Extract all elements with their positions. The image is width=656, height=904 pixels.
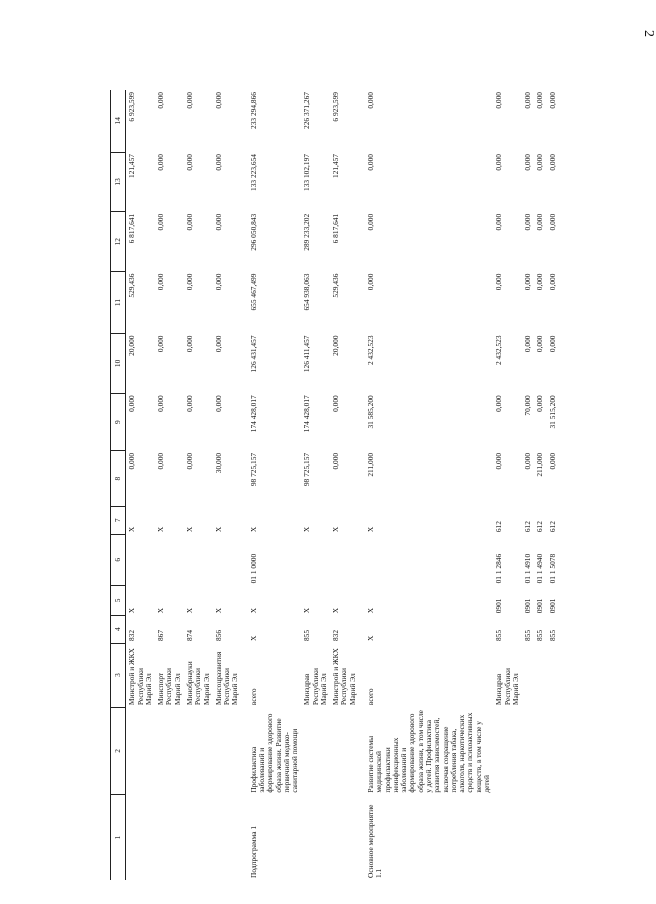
cell-col-1 bbox=[184, 795, 213, 880]
cell-col-6 bbox=[155, 534, 184, 585]
table-row bbox=[301, 90, 330, 880]
cell-col-11: 0,000 bbox=[523, 273, 533, 291]
cell-col-7: Х bbox=[184, 526, 194, 533]
cell-col-6 bbox=[126, 534, 155, 585]
cell-col-13: 0,000 bbox=[494, 154, 504, 171]
cell-col-8: 0,000 bbox=[494, 452, 504, 470]
table-row bbox=[213, 90, 242, 880]
cell-col-8: 98 725,157 bbox=[248, 452, 258, 487]
cell-col-11: 529,436 bbox=[331, 273, 341, 298]
cell-col-11: 0,000 bbox=[535, 273, 545, 291]
cell-col-7: Х bbox=[331, 526, 341, 533]
cell-col-1 bbox=[155, 795, 184, 880]
table-row bbox=[155, 90, 184, 880]
cell-col-5: Х bbox=[248, 607, 258, 614]
cell-col-12: 0,000 bbox=[523, 213, 533, 231]
cell-col-4: 855 bbox=[302, 629, 312, 642]
cell-col-9: 174 428,017 bbox=[248, 395, 258, 433]
budget-table bbox=[110, 90, 559, 880]
cell-col-6 bbox=[213, 534, 242, 585]
cell-col-12: 0,000 bbox=[366, 213, 376, 231]
header-cell: 6 bbox=[111, 534, 126, 585]
cell-col-4: 874 bbox=[184, 629, 194, 642]
cell-col-1 bbox=[330, 795, 359, 880]
cell-col-10: 2 432,523 bbox=[494, 335, 504, 366]
cell-col-7: 612 bbox=[547, 521, 557, 533]
cell-col-10: 20,000 bbox=[331, 335, 341, 356]
cell-col-2 bbox=[184, 707, 213, 795]
cell-col-8: 0,000 bbox=[156, 452, 166, 470]
cell-col-3: Минсоцразвития Республики Марий Эл bbox=[213, 651, 240, 706]
cell-col-9: 31 515,200 bbox=[547, 395, 557, 429]
header-cell: 3 bbox=[111, 643, 126, 707]
header-cell: 8 bbox=[111, 451, 126, 507]
cell-col-14: 233 294,866 bbox=[248, 92, 258, 129]
cell-col-6: 01 1 4940 bbox=[535, 553, 545, 584]
cell-col-14: 226 371,267 bbox=[302, 92, 312, 129]
header-cell: 13 bbox=[111, 152, 126, 212]
cell-col-4: Х bbox=[248, 635, 258, 642]
cell-col-14: 0,000 bbox=[494, 92, 504, 109]
cell-col-1 bbox=[534, 795, 546, 880]
cell-col-12: 0,000 bbox=[535, 213, 545, 231]
cell-col-7: Х bbox=[248, 526, 258, 533]
cell-col-5: 0901 bbox=[547, 598, 557, 614]
cell-col-13: 0,000 bbox=[366, 154, 376, 171]
rotated-table-container bbox=[110, 90, 650, 880]
cell-col-10: 0,000 bbox=[184, 335, 194, 353]
header-cell: 5 bbox=[111, 585, 126, 615]
cell-col-12: 289 233,202 bbox=[302, 213, 312, 251]
cell-col-1 bbox=[301, 795, 330, 880]
table-row bbox=[184, 90, 213, 880]
cell-col-5: 0901 bbox=[523, 598, 533, 614]
cell-col-9: 0,000 bbox=[127, 395, 137, 412]
cell-col-11: 655 467,499 bbox=[248, 273, 258, 311]
cell-col-3: Минздрав Республики Марий Эл bbox=[494, 668, 520, 706]
header-cell: 9 bbox=[111, 393, 126, 451]
cell-col-6: 01 1 4910 bbox=[523, 553, 533, 584]
cell-col-10: 0,000 bbox=[523, 335, 533, 353]
table-row bbox=[126, 90, 155, 880]
cell-col-14: 0,000 bbox=[184, 92, 194, 109]
cell-col-5: Х bbox=[366, 607, 376, 614]
cell-col-7: Х bbox=[366, 526, 376, 533]
cell-col-3 bbox=[534, 643, 546, 707]
cell-col-12: 0,000 bbox=[547, 213, 557, 231]
cell-col-2 bbox=[155, 707, 184, 795]
cell-col-13: 0,000 bbox=[184, 154, 194, 171]
cell-col-3: Минстрой и ЖКХ Республики Марий Эл bbox=[127, 648, 153, 706]
table-row bbox=[330, 90, 359, 880]
cell-col-13: 133 102,197 bbox=[302, 154, 312, 191]
header-cell: 7 bbox=[111, 506, 126, 534]
header-cell: 14 bbox=[111, 90, 126, 152]
cell-col-12: 0,000 bbox=[494, 213, 504, 231]
cell-col-1 bbox=[547, 795, 559, 880]
cell-col-13: 0,000 bbox=[523, 154, 533, 171]
cell-col-7: 612 bbox=[523, 521, 533, 533]
cell-col-6: 01 1 5078 bbox=[547, 553, 557, 584]
cell-col-14: 0,000 bbox=[535, 92, 545, 109]
cell-col-14: 0,000 bbox=[213, 92, 223, 109]
cell-col-12: 6 817,641 bbox=[127, 213, 137, 244]
cell-col-3: всего bbox=[248, 688, 258, 706]
cell-col-5: Х bbox=[184, 607, 194, 614]
cell-col-10: 20,000 bbox=[127, 335, 137, 356]
cell-col-14: 0,000 bbox=[547, 92, 557, 109]
cell-col-6 bbox=[301, 534, 330, 585]
cell-col-3: Минспорт Республики Марий Эл bbox=[156, 668, 182, 706]
cell-col-3 bbox=[522, 643, 534, 707]
cell-col-2: Развитие системы медицинской профилактики неинфекционных заболеваний и формирование здорового образа жизни, в том числе у детей. Профилактика развития зависимостей, включая сокращение потребления табака, алкоголя, наркотических средств и психоактивных веществ, в том числе у детей bbox=[366, 710, 491, 793]
cell-col-9: 0,000 bbox=[184, 395, 194, 412]
cell-col-8: 30,000 bbox=[213, 452, 223, 474]
header-cell: 11 bbox=[111, 272, 126, 334]
cell-col-5: Х bbox=[331, 607, 341, 614]
table-row bbox=[522, 90, 534, 880]
cell-col-13: 121,457 bbox=[331, 154, 341, 179]
cell-col-1 bbox=[493, 795, 522, 880]
cell-col-9: 0,000 bbox=[535, 395, 545, 412]
cell-col-14: 6 923,599 bbox=[127, 92, 137, 122]
cell-col-1 bbox=[213, 795, 242, 880]
cell-col-4: 855 bbox=[547, 629, 557, 642]
cell-col-9: 0,000 bbox=[156, 395, 166, 412]
cell-col-12: 296 050,843 bbox=[248, 213, 258, 251]
cell-col-11: 0,000 bbox=[156, 273, 166, 291]
header-cell: 10 bbox=[111, 333, 126, 393]
cell-col-3 bbox=[547, 643, 559, 707]
cell-col-8: 0,000 bbox=[523, 452, 533, 470]
cell-col-8: 0,000 bbox=[184, 452, 194, 470]
cell-col-9: 174 428,017 bbox=[302, 395, 312, 433]
cell-col-7: 612 bbox=[494, 521, 504, 533]
table-body bbox=[126, 90, 559, 880]
cell-col-6: 01 1 2846 bbox=[494, 553, 504, 584]
cell-col-13: 0,000 bbox=[547, 154, 557, 171]
cell-col-8: 0,000 bbox=[547, 452, 557, 470]
table-row bbox=[534, 90, 546, 880]
header-row bbox=[111, 90, 126, 880]
cell-col-8: 211,000 bbox=[535, 452, 545, 477]
cell-col-1 bbox=[522, 795, 534, 880]
cell-col-14: 0,000 bbox=[366, 92, 376, 109]
cell-col-7: Х bbox=[302, 526, 312, 533]
cell-col-4: 856 bbox=[213, 629, 223, 642]
cell-col-12: 6 817,641 bbox=[331, 213, 341, 244]
cell-col-10: 0,000 bbox=[213, 335, 223, 353]
cell-col-3: Минстрой и ЖКХ Республики Марий Эл bbox=[331, 648, 357, 706]
header-cell: 2 bbox=[111, 707, 126, 795]
cell-col-11: 654 938,063 bbox=[302, 273, 312, 311]
cell-col-9: 0,000 bbox=[494, 395, 504, 412]
cell-col-13: 133 223,654 bbox=[248, 154, 258, 191]
cell-col-5: Х bbox=[302, 607, 312, 614]
header-cell: 1 bbox=[111, 795, 126, 880]
cell-col-2 bbox=[126, 707, 155, 795]
table-row bbox=[242, 90, 302, 880]
cell-col-8: 211,000 bbox=[366, 452, 376, 477]
cell-col-12: 0,000 bbox=[156, 213, 166, 231]
cell-col-13: 0,000 bbox=[156, 154, 166, 171]
cell-col-3: всего bbox=[366, 688, 376, 706]
cell-col-11: 0,000 bbox=[213, 273, 223, 291]
cell-col-10: 2 432,523 bbox=[366, 335, 376, 366]
cell-col-13: 121,457 bbox=[127, 154, 137, 179]
cell-col-6: 01 1 0000 bbox=[248, 553, 258, 584]
cell-col-5: Х bbox=[127, 607, 137, 614]
cell-col-10: 126 411,457 bbox=[302, 335, 312, 373]
cell-col-2 bbox=[547, 707, 559, 795]
cell-col-7: Х bbox=[127, 526, 137, 533]
header-cell: 4 bbox=[111, 615, 126, 643]
cell-col-14: 0,000 bbox=[523, 92, 533, 109]
cell-col-2: Профилактика заболеваний и формирование здорового образа жизни. Развитие первичной медико-санитарной помощи bbox=[248, 713, 300, 793]
cell-col-11: 0,000 bbox=[494, 273, 504, 291]
cell-col-7: Х bbox=[156, 526, 166, 533]
cell-col-9: 0,000 bbox=[213, 395, 223, 412]
cell-col-9: 0,000 bbox=[331, 395, 341, 412]
cell-col-8: 0,000 bbox=[331, 452, 341, 470]
cell-col-6 bbox=[359, 534, 493, 585]
cell-col-4: 832 bbox=[127, 629, 137, 642]
cell-col-2 bbox=[534, 707, 546, 795]
cell-col-10: 0,000 bbox=[535, 335, 545, 353]
cell-col-11: 529,436 bbox=[127, 273, 137, 298]
cell-col-4: 855 bbox=[494, 629, 504, 642]
cell-col-7: 612 bbox=[535, 521, 545, 533]
cell-col-11: 0,000 bbox=[366, 273, 376, 291]
cell-col-5: Х bbox=[213, 607, 223, 614]
cell-col-12: 0,000 bbox=[184, 213, 194, 231]
cell-col-13: 0,000 bbox=[213, 154, 223, 171]
cell-col-1: Подпрограмма 1 bbox=[248, 825, 258, 878]
cell-col-4: Х bbox=[366, 635, 376, 642]
cell-col-10: 0,000 bbox=[547, 335, 557, 353]
cell-col-2 bbox=[493, 707, 522, 795]
cell-col-5: Х bbox=[156, 607, 166, 614]
cell-col-9: 31 585,200 bbox=[366, 395, 376, 429]
cell-col-11: 0,000 bbox=[184, 273, 194, 291]
cell-col-6 bbox=[330, 534, 359, 585]
cell-col-6 bbox=[184, 534, 213, 585]
cell-col-5: 0901 bbox=[535, 598, 545, 614]
cell-col-1: Основное мероприятие 1.1 bbox=[366, 804, 384, 878]
cell-col-11: 0,000 bbox=[547, 273, 557, 291]
cell-col-14: 0,000 bbox=[156, 92, 166, 109]
cell-col-2 bbox=[213, 707, 242, 795]
cell-col-3: Минздрав Республики Марий Эл bbox=[302, 668, 328, 706]
cell-col-4: 855 bbox=[523, 629, 533, 642]
cell-col-14: 6 923,599 bbox=[331, 92, 341, 122]
cell-col-3: Минобрнауки Республики Марий Эл bbox=[184, 661, 211, 706]
cell-col-4: 832 bbox=[331, 629, 341, 642]
cell-col-1 bbox=[126, 795, 155, 880]
header-cell: 12 bbox=[111, 212, 126, 272]
cell-col-13: 0,000 bbox=[535, 154, 545, 171]
cell-col-4: 855 bbox=[535, 629, 545, 642]
cell-col-5: 0901 bbox=[494, 598, 504, 614]
cell-col-12: 0,000 bbox=[213, 213, 223, 231]
cell-col-7: Х bbox=[213, 526, 223, 533]
cell-col-10: 126 431,457 bbox=[248, 335, 258, 373]
cell-col-2 bbox=[330, 707, 359, 795]
page-number: 2 bbox=[641, 30, 656, 37]
cell-col-9: 70,000 bbox=[523, 395, 533, 416]
cell-col-2 bbox=[522, 707, 534, 795]
table-row bbox=[493, 90, 522, 880]
cell-col-2 bbox=[301, 707, 330, 795]
table-row bbox=[359, 90, 493, 880]
table-row bbox=[547, 90, 559, 880]
cell-col-10: 0,000 bbox=[156, 335, 166, 353]
cell-col-4: 867 bbox=[156, 629, 166, 642]
cell-col-8: 98 725,157 bbox=[302, 452, 312, 487]
cell-col-8: 0,000 bbox=[127, 452, 137, 470]
